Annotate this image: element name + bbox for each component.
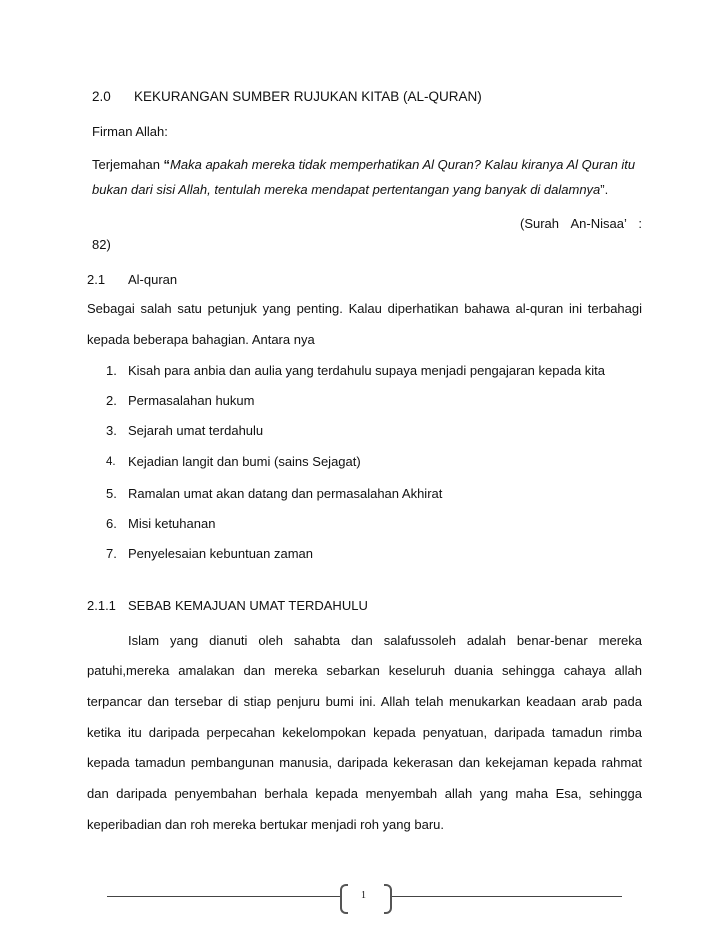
translation-close: ”. [600, 182, 609, 197]
list-item-text: Kejadian langit dan bumi (sains Sejagat) [128, 454, 361, 469]
paragraph-line: terpancar dan tersebar di stiap penjuru bumi ini. Allah telah menukarkan keadaan arab pada [87, 694, 642, 709]
list-item-text: Sejarah umat terdahulu [128, 423, 264, 438]
list-item-text: Kisah para anbia dan aulia yang terdahulu supaya menjadi pengajaran kepada kita [128, 363, 606, 378]
list-item-number: 3. [106, 423, 117, 438]
footer-bracket-right [384, 884, 392, 914]
paragraph-line: keperibadian dan roh mereka bertukar menjadi roh yang baru. [87, 817, 444, 832]
page-number: 1 [361, 890, 366, 901]
citation [520, 216, 642, 231]
firman-label: Firman Allah: [92, 124, 168, 139]
list-item-text: Permasalahan hukum [128, 393, 255, 408]
paragraph-line: kepada beberapa bahagian. Antara nya [87, 332, 315, 347]
translation-line-2 [92, 182, 608, 197]
list-item-number: 7. [106, 546, 117, 561]
footer-rule-left [107, 896, 340, 897]
citation-continuation: 82) [92, 237, 111, 252]
list-item-text: Ramalan umat akan datang dan permasalahan Akhirat [128, 486, 443, 501]
section-number-2-0: 2.0 [92, 89, 111, 104]
list-item-number: 5. [106, 486, 117, 501]
list-item-text: Misi ketuhanan [128, 516, 216, 531]
footer-bracket-left [340, 884, 348, 914]
section-title-2-1-1: SEBAB KEMAJUAN UMAT TERDAHULU [128, 598, 368, 613]
citation-word-2: An-Nisaa’ [570, 216, 627, 231]
citation-word-3: : [638, 216, 642, 231]
paragraph-line: patuhi,mereka amalakan dan mereka sebarkan keseluruh duania sehingga cahaya allah [87, 663, 642, 678]
section-number-2-1: 2.1 [87, 272, 106, 287]
citation-word-1: (Surah [520, 216, 560, 231]
paragraph-line: ketika itu daripada perpecahan kekelompokan kepada penyatuan, daripada tamadun rimba [87, 725, 642, 740]
list-item-number: 2. [106, 393, 117, 408]
list-item-number: 1. [106, 363, 117, 378]
footer-rule-right [392, 896, 622, 897]
paragraph-line: dan daripada penyembahan berhala kepada menyembah allah yang maha Esa, sehingga [87, 786, 642, 801]
translation-italic-line-2: bukan dari sisi Allah, tentulah mereka mendapat pertentangan yang banyak di dalamnya [92, 182, 601, 197]
section-title-2-1: Al-quran [128, 272, 178, 287]
section-number-2-1-1: 2.1.1 [87, 598, 116, 613]
section-title-2-0: KEKURANGAN SUMBER RUJUKAN KITAB (AL-QURAN) [134, 89, 482, 104]
list-item-number: 4. [106, 456, 116, 468]
translation-italic-line-1: Maka apakah mereka tidak memperhatikan Al Quran? Kalau kiranya Al Quran itu [170, 157, 636, 172]
paragraph-line: Islam yang dianuti oleh sahabta dan salafussoleh adalah benar-benar mereka [128, 633, 642, 648]
translation-open-quote: “ [163, 157, 171, 172]
translation-prefix: Terjemahan [92, 157, 164, 172]
paragraph-line: kepada tamadun pembangunan manusia, daripada kekerasan dan kekejaman kepada rahmat [87, 755, 642, 770]
paragraph-line: Sebagai salah satu petunjuk yang penting. Kalau diperhatikan bahawa al-quran ini terbahagi [87, 301, 642, 316]
translation-line-1 [92, 157, 642, 172]
list-item-text: Penyelesaian kebuntuan zaman [128, 546, 314, 561]
list-item-number: 6. [106, 516, 117, 531]
